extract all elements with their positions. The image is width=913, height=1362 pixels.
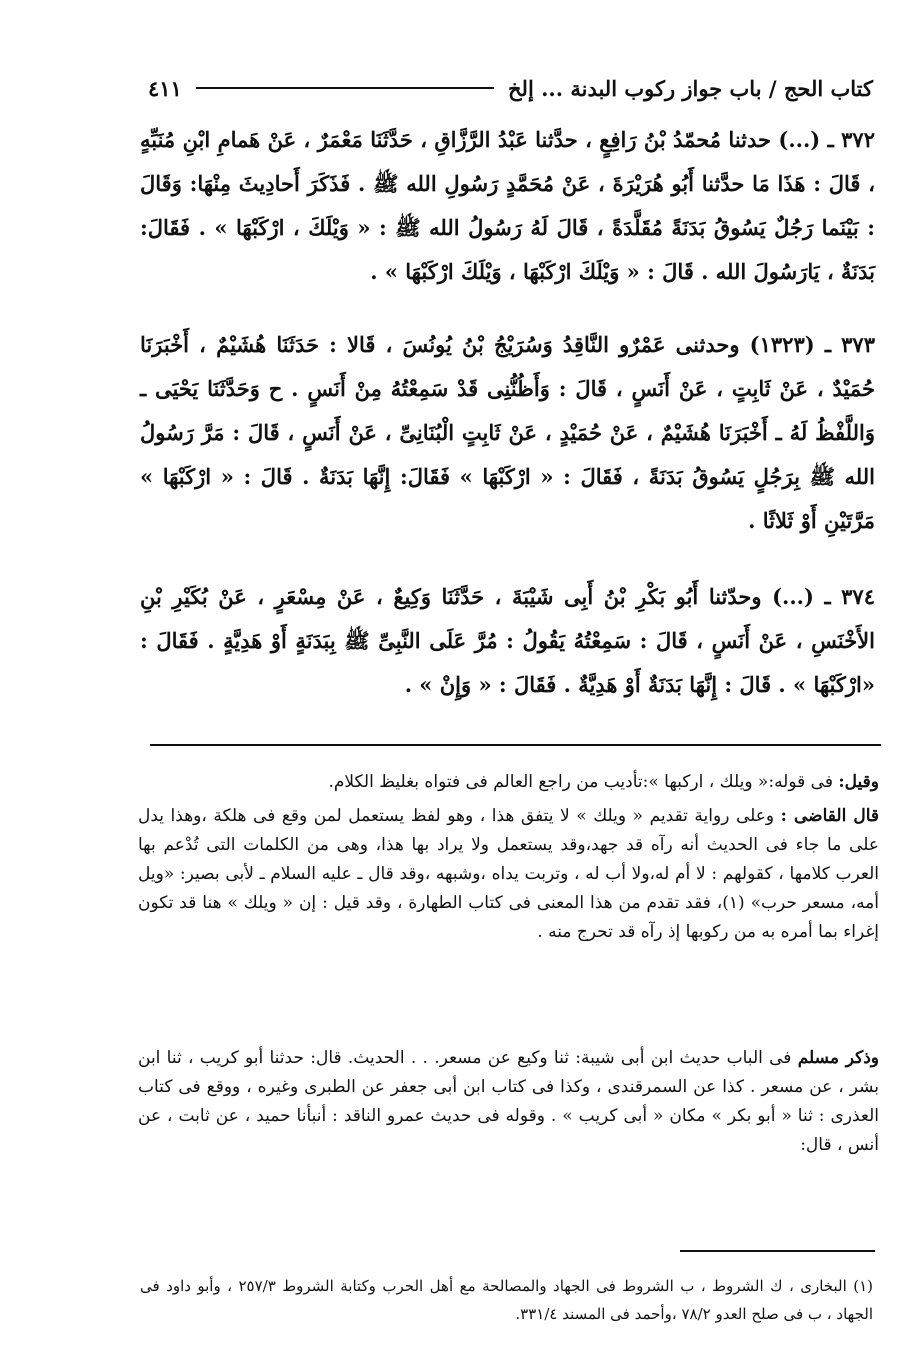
running-header bbox=[148, 68, 873, 108]
footnote: (١) البخارى ، ك الشروط ، ب الشروط فى الجهاد والمصالحة مع أهل الحرب وكتابة الشروط ٢٥٧/٣ ، وأبو داود فى الجهاد ، ب فى صلح العدو ٧٨/٢ ،وأحمد فى المسند ٣٣١/٤. bbox=[140, 1277, 873, 1323]
commentary-text-2: وعلى رواية تقديم « ويلك » لا يتفق هذا ، وهو لفظ يستعمل لمن وقع فى هلكة ،وهذا يدل على ما جاء فى الحديث أنه رآه قد جهد،وقد يستعمل ولا يراد بها هذا، وهى من الكلمات التى تُدْعم بها العرب كلامها ، كقولهم : لا أم له،ولا أب له ، وتربت يداه ،وشبهه ،وقد قال ـ عليه السلام ـ لأبى بصير: «ويل أمه، مسعر حرب» (١)، فقد تقدم من هذا المعنى فى كتاب الطهارة ، وقد قيل : إن « ويلك » هنا قد تكون إغراء بما أمره به من ركوبها إذ رآه قد تحرج منه . bbox=[138, 806, 880, 942]
commentary-lead-3: وذكر مسلم bbox=[797, 1048, 880, 1068]
header-rule bbox=[196, 87, 494, 89]
footnote-rule bbox=[680, 1250, 875, 1252]
header-title: كتاب الحج / باب جواز ركوب البدنة ... إلخ bbox=[508, 75, 873, 101]
commentary-text-1: فى قوله:« ويلك ، اركبها »:تأديب من راجع العالم فى فتواه بغليظ الكلام. bbox=[328, 772, 833, 792]
hadith-372: ٣٧٢ ـ (...) حدثنا مُحمّدُ بْنُ رَافِعٍ ، حدَّثنا عَبْدُ الرَّزَّاقِ ، حَدَّثَنَا مَعْمَرٌ ، عَنْ هَمامِ ابْنِ مُنَبِّهٍ ، قَالَ : هَذَا مَا حدَّثنا أَبُو هُرَيْرَةَ ، عَنْ مُحَمَّدٍ رَسُولِ الله ﷺ . فَذَكَرَ أَحادِيثَ مِنْهَا: وَقَالَ : بَيْنَما رَجُلٌ يَسُوقُ بَدَنَةً مُقَلَّدَةً ، قَالَ لَهُ رَسُولُ الله ﷺ : « وَيْلَكَ ، ارْكَبْهَا » . فَقَالَ: بَدَنَةٌ ، يَارَسُولَ الله . قَالَ : « وَيْلَكَ ارْكَبْهَا ، وَيْلَكَ ارْكَبْهَا » . bbox=[140, 127, 875, 284]
commentary-lead-1: وقيل: bbox=[838, 772, 879, 792]
commentary-paragraph-2 bbox=[138, 802, 879, 947]
commentary-text-3: فى الباب حديث ابن أبى شيبة: ثنا وكيع عن مسعر. . . الحديث. قال: حدثنا أبو كريب ، ثنا ابن بشر ، عن مسعر . كذا عن السمرقندى ، وكذا فى كتاب ابن أبى جعفر عن الطبرى وغيره ، ووقع فى كتاب العذرى : ثنا « أبو بكر » مكان « أبى كريب » . وقوله فى حديث عمرو الناقد : أنبأنا حميد ، عن ثابت ، عن أنس ، قال: bbox=[138, 1048, 879, 1155]
commentary-lead-2: قال القاضى : bbox=[780, 806, 879, 826]
commentary-paragraph-1 bbox=[138, 768, 879, 797]
hadith-373: ٣٧٣ ـ (١٣٢٣) وحدثنى عَمْرٌو النَّاقِدُ وَسُرَيْجُ بْنُ يُونُسَ ، قَالا : حَدَثَنَا هُشَيْمٌ ، أَخْبَرَنَا حُمَيْدٌ ، عَنْ ثَابِتٍ ، عَنْ أَنَسٍ ، قَالَ : وَأَظُنُّنِى قَدْ سَمِعْتُهُ مِنْ أَنَسٍ . ح وَحَدَّثَنَا يَحْيَى ـ وَاللَّفْظُ لَهُ ـ أَخْبَرَنَا هُشَيْمٌ ، عَنْ حُمَيْدٍ ، عَنْ ثَابِتٍ الْبُنَانِىِّ ، عَنْ أَنَسٍ ، قَالَ : مَرَّ رَسُولُ الله ﷺ بِرَجُلٍ يَسُوقُ بَدَنَةً ، فَقَالَ : « ارْكَبْهَا » فَقَالَ: إِنَّهَا بَدَنَةٌ . قَالَ : « ارْكَبْهَا » مَرَّتَيْنِ أَوْ ثَلاثًا . bbox=[140, 332, 875, 533]
commentary-paragraph-3 bbox=[138, 1044, 879, 1160]
hadith-374: ٣٧٤ ـ (...) وحدّثنا أَبُو بَكْرِ بْنُ أَبِى شَيْبَةَ ، حَدَّثَنَا وَكِيعٌ ، عَنْ مِسْعَرٍ ، عَنْ بُكَيْرِ بْنِ الأَخْنَسِ ، عَنْ أَنَسٍ ، قَالَ : سَمِعْتُهُ يَقُولُ : مُرَّ عَلَى النَّبِىِّ ﷺ بِبَدَنَةٍ أَوْ هَدِيَّةٍ . فَقَالَ : «ارْكَبْهَا » . قَالَ : إِنَّهَا بَدَنَةٌ أَوْ هَدِيَّةٌ . فَقَالَ : « وَإِنْ » . bbox=[140, 584, 875, 697]
page-number: ٤١١ bbox=[148, 75, 182, 101]
section-divider bbox=[150, 744, 881, 746]
